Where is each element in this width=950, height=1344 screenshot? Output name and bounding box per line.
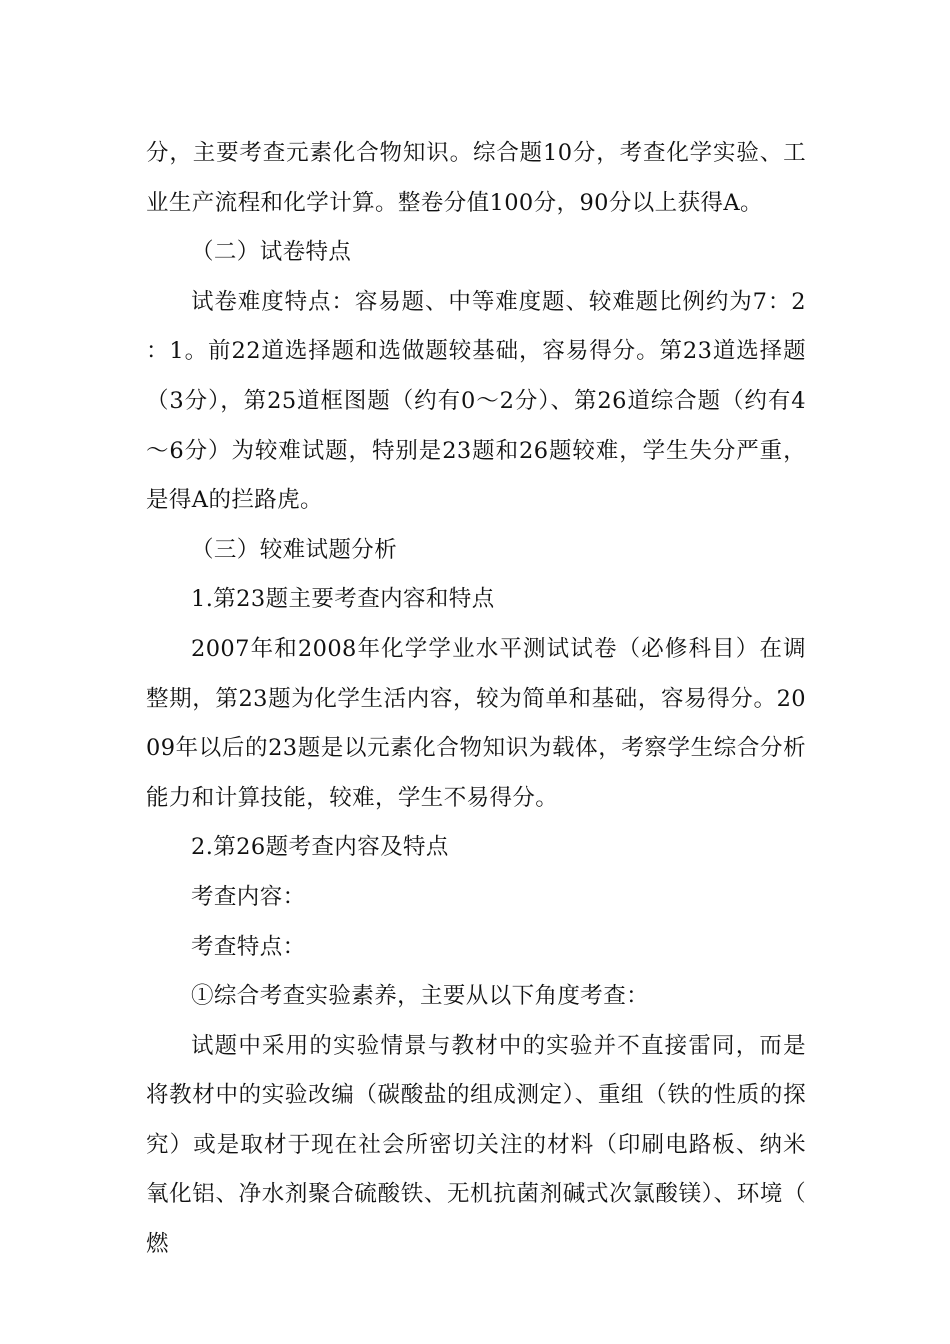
section-heading-paper-features: （二）试卷特点 — [191, 239, 352, 266]
list-item-experiment-literacy: ①综合考查实验素养，主要从以下角度考查： — [191, 983, 650, 1010]
subheading-question-23: 1.第23题主要考查内容和特点 — [191, 586, 495, 613]
paragraph-experiment-context: 试题中采用的实验情景与教材中的实验并不直接雷同，而是将教材中的实验改编（碳酸盐的组成测定）、重组（铁的性质的探究）或是取材于现在社会所密切关注的材料（印刷电路板、纳米氧化铝、净水剂聚合硫酸铁、无机抗菌剂碱式次氯酸镁）、环境（燃 — [146, 1032, 806, 1258]
label-exam-features: 考查特点： — [191, 933, 306, 960]
paragraph-question-23-analysis: 2007年和2008年化学学业水平测试试卷（必修科目）在调整期，第23题为化学生活内容，较为简单和基础，容易得分。2009年以后的23题是以元素化合物知识为载体，考察学生综合分析能力和计算技能，较难，学生不易得分。 — [146, 635, 806, 811]
paragraph-score-summary: 分，主要考查元素化合物知识。综合题10分，考查化学实验、工业生产流程和化学计算。整卷分值100分，90分以上获得A。 — [146, 140, 806, 216]
subheading-question-26: 2.第26题考查内容及特点 — [191, 834, 449, 861]
document-body — [146, 129, 806, 1270]
label-exam-content: 考查内容： — [191, 883, 306, 910]
paragraph-difficulty-features: 试卷难度特点：容易题、中等难度题、较难题比例约为7：2：1。前22道选择题和选做题较基础，容易得分。第23道选择题（3分），第25道框图题（约有0～2分）、第26道综合题（约有4～6分）为较难试题，特别是23题和26题较难，学生失分严重，是得A的拦路虎。 — [146, 288, 806, 514]
section-heading-difficult-questions: （三）较难试题分析 — [191, 536, 398, 563]
